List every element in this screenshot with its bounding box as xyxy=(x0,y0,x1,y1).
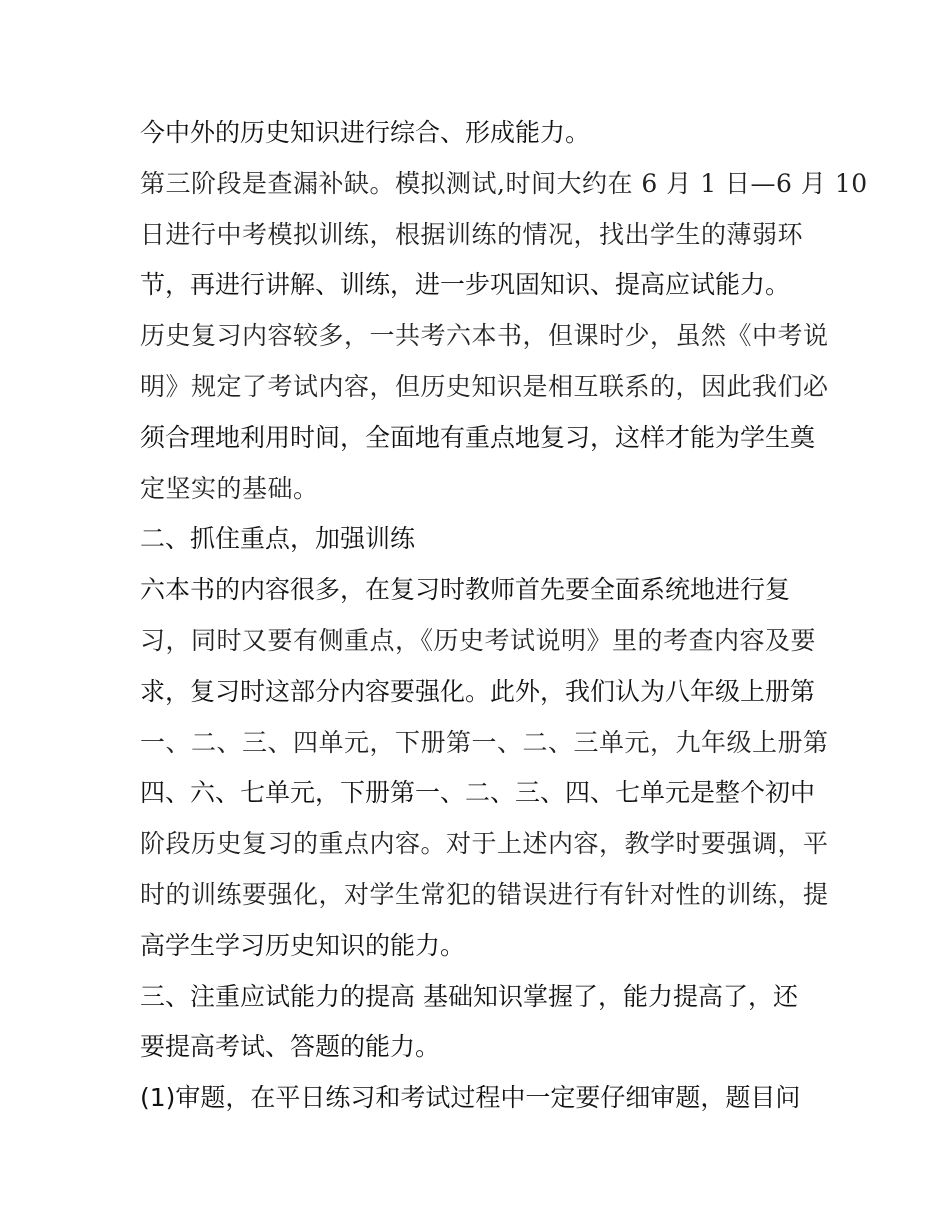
section-heading: 三、注重应试能力的提高 基础知识掌握了，能力提高了，还 xyxy=(140,981,798,1011)
text-line: 节，再进行讲解、训练，进一步巩固知识、提高应试能力。 xyxy=(140,270,791,300)
text-line: 时的训练要强化，对学生常犯的错误进行有针对性的训练，提 xyxy=(140,879,829,909)
text-line: 阶段历史复习的重点内容。对于上述内容，教学时要强调，平 xyxy=(140,829,829,859)
text-line: 明》规定了考试内容，但历史知识是相互联系的，因此我们必 xyxy=(140,371,829,401)
text-line: 第三阶段是查漏补缺。模拟测试,时间大约在 6 月 1 日—6 月 10 xyxy=(140,168,868,198)
text-line: 高学生学习历史知识的能力。 xyxy=(140,930,466,960)
text-line: 日进行中考模拟训练，根据训练的情况，找出学生的薄弱环 xyxy=(140,219,804,249)
section-heading: 二、抓住重点，加强训练 xyxy=(140,524,416,554)
text-line: 六本书的内容很多，在复习时教师首先要全面系统地进行复 xyxy=(140,575,791,605)
text-line: 今中外的历史知识进行综合、形成能力。 xyxy=(140,118,591,147)
text-line: 一、二、三、四单元，下册第一、二、三单元，九年级上册第 xyxy=(140,727,829,757)
text-line: (1)审题，在平日练习和考试过程中一定要仔细审题，题目问 xyxy=(140,1083,801,1113)
text-line: 要提高考试、答题的能力。 xyxy=(140,1032,441,1062)
text-line: 定坚实的基础。 xyxy=(140,473,319,503)
text-line: 须合理地利用时间，全面地有重点地复习，这样才能为学生奠 xyxy=(140,422,816,452)
document-body xyxy=(140,108,868,1124)
text-line: 习，同时又要有侧重点，《历史考试说明》里的考查内容及要 xyxy=(140,625,817,655)
text-line: 历史复习内容较多，一共考六本书，但课时少，虽然《中考说 xyxy=(140,321,829,351)
text-line: 四、六、七单元，下册第一、二、三、四、七单元是整个初中 xyxy=(140,778,816,808)
text-line: 求，复习时这部分内容要强化。此外，我们认为八年级上册第 xyxy=(140,676,816,706)
